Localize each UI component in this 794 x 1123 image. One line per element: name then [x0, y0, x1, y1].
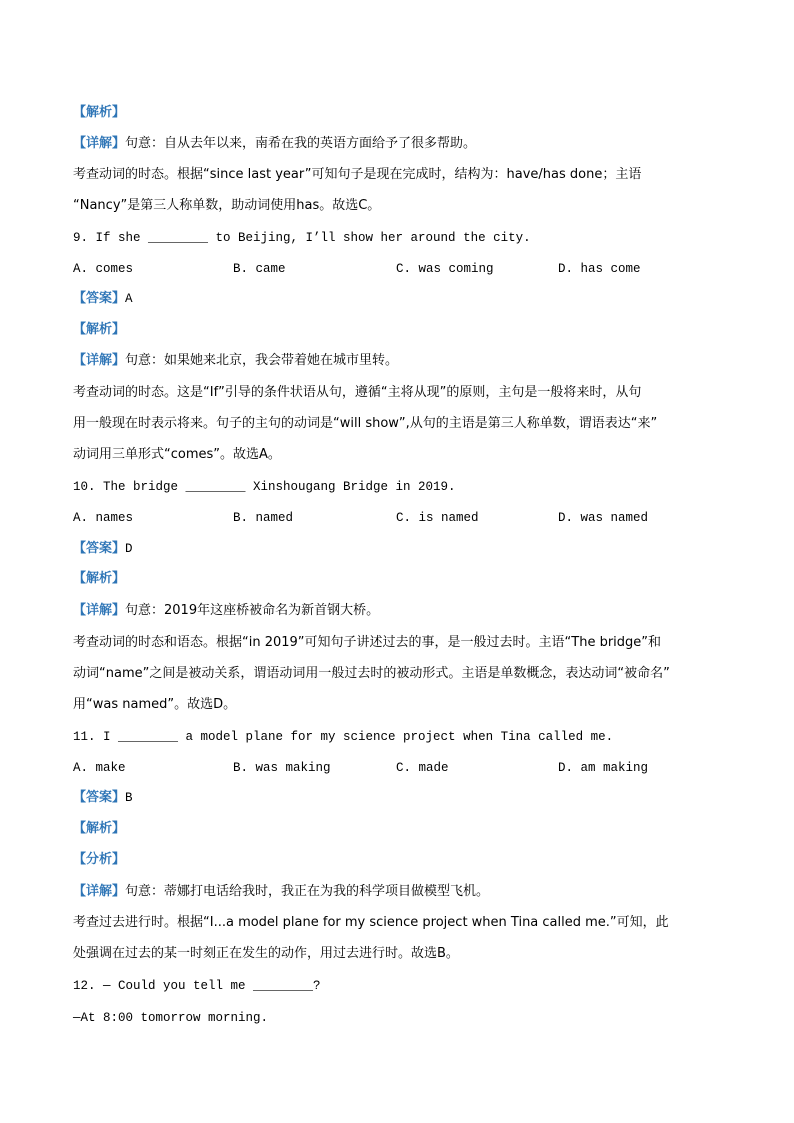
question-stem: 9. If she ________ to Beijing, I’ll show her around the city. [73, 231, 531, 245]
fenxi-label: 【分析】 [73, 852, 126, 867]
analysis-line: 考查动词的时态。这是“If”引导的条件状语从句，遵循“主将从现”的原则，主句是一般将来时，从句 [73, 385, 642, 400]
question-stem: 10. The bridge ________ Xinshougang Bridge in 2019. [73, 480, 456, 494]
option-a: A. comes [73, 262, 134, 276]
detail-text: 句意：蒂娜打电话给我时，我正在为我的科学项目做模型飞机。 [125, 884, 490, 899]
analysis-line: 考查过去进行时。根据“I...a model plane for my science project when Tina called me.”可知，此 [73, 915, 669, 930]
detail-line [73, 602, 734, 620]
option-c: C. is named [396, 511, 479, 525]
answer-label: 【答案】 [73, 790, 126, 805]
detail-text: 句意：2019年这座桥被命名为新首钢大桥。 [125, 603, 380, 618]
question-stem: 12. — Could you tell me ________? [73, 979, 321, 993]
answer-line [73, 789, 734, 807]
jiexi-label: 【解析】 [73, 821, 126, 836]
answer-label: 【答案】 [73, 541, 126, 556]
detail-line [73, 883, 734, 901]
detail-label: 【详解】 [73, 603, 126, 618]
dialogue-reply: —At 8:00 tomorrow morning. [73, 1011, 269, 1025]
option-c: C. made [396, 761, 449, 775]
answer-value: D [125, 542, 133, 556]
analysis-line: 处强调在过去的某一时刻正在发生的动作，用过去进行时。故选B。 [73, 946, 459, 961]
detail-label: 【详解】 [73, 884, 126, 899]
option-d: D. has come [558, 262, 641, 276]
detail-label: 【详解】 [73, 136, 126, 151]
detail-label: 【详解】 [73, 353, 126, 368]
detail-line [73, 352, 734, 370]
option-d: D. was named [558, 511, 649, 525]
option-a: A. make [73, 761, 126, 775]
option-c: C. was coming [396, 262, 494, 276]
jiexi-label: 【解析】 [73, 105, 126, 120]
answer-value: A [125, 292, 133, 306]
jiexi-label: 【解析】 [73, 322, 126, 337]
analysis-line: 动词用三单形式“comes”。故选A。 [73, 447, 281, 462]
jiexi-label: 【解析】 [73, 571, 126, 586]
option-b: B. was making [233, 761, 331, 775]
option-b: B. came [233, 262, 286, 276]
detail-text: 句意：自从去年以来，南希在我的英语方面给予了很多帮助。 [125, 136, 477, 151]
option-b: B. named [233, 511, 294, 525]
detail-text: 句意：如果她来北京，我会带着她在城市里转。 [125, 353, 399, 368]
analysis-line: 用“was named”。故选D。 [73, 697, 237, 712]
answer-line [73, 290, 734, 308]
answer-line [73, 540, 734, 558]
option-a: A. names [73, 511, 134, 525]
analysis-line: 考查动词的时态。根据“since last year”可知句子是现在完成时，结构为：have/has done；主语 [73, 167, 642, 182]
detail-line [73, 135, 734, 153]
question-stem: 11. I ________ a model plane for my science project when Tina called me. [73, 730, 614, 744]
analysis-line: “Nancy”是第三人称单数，助动词使用has。故选C。 [73, 198, 381, 213]
analysis-line: 用一般现在时表示将来。句子的主句的动词是“will show”,从句的主语是第三人称单数，谓语表达“来” [73, 416, 658, 431]
analysis-line: 动词“name”之间是被动关系，谓语动词用一般过去时的被动形式。主语是单数概念，表达动词“被命名” [73, 666, 670, 681]
answer-label: 【答案】 [73, 291, 126, 306]
option-d: D. am making [558, 761, 649, 775]
analysis-line: 考查动词的时态和语态。根据“in 2019”可知句子讲述过去的事，是一般过去时。主语“The bridge”和 [73, 635, 662, 650]
answer-value: B [125, 791, 133, 805]
